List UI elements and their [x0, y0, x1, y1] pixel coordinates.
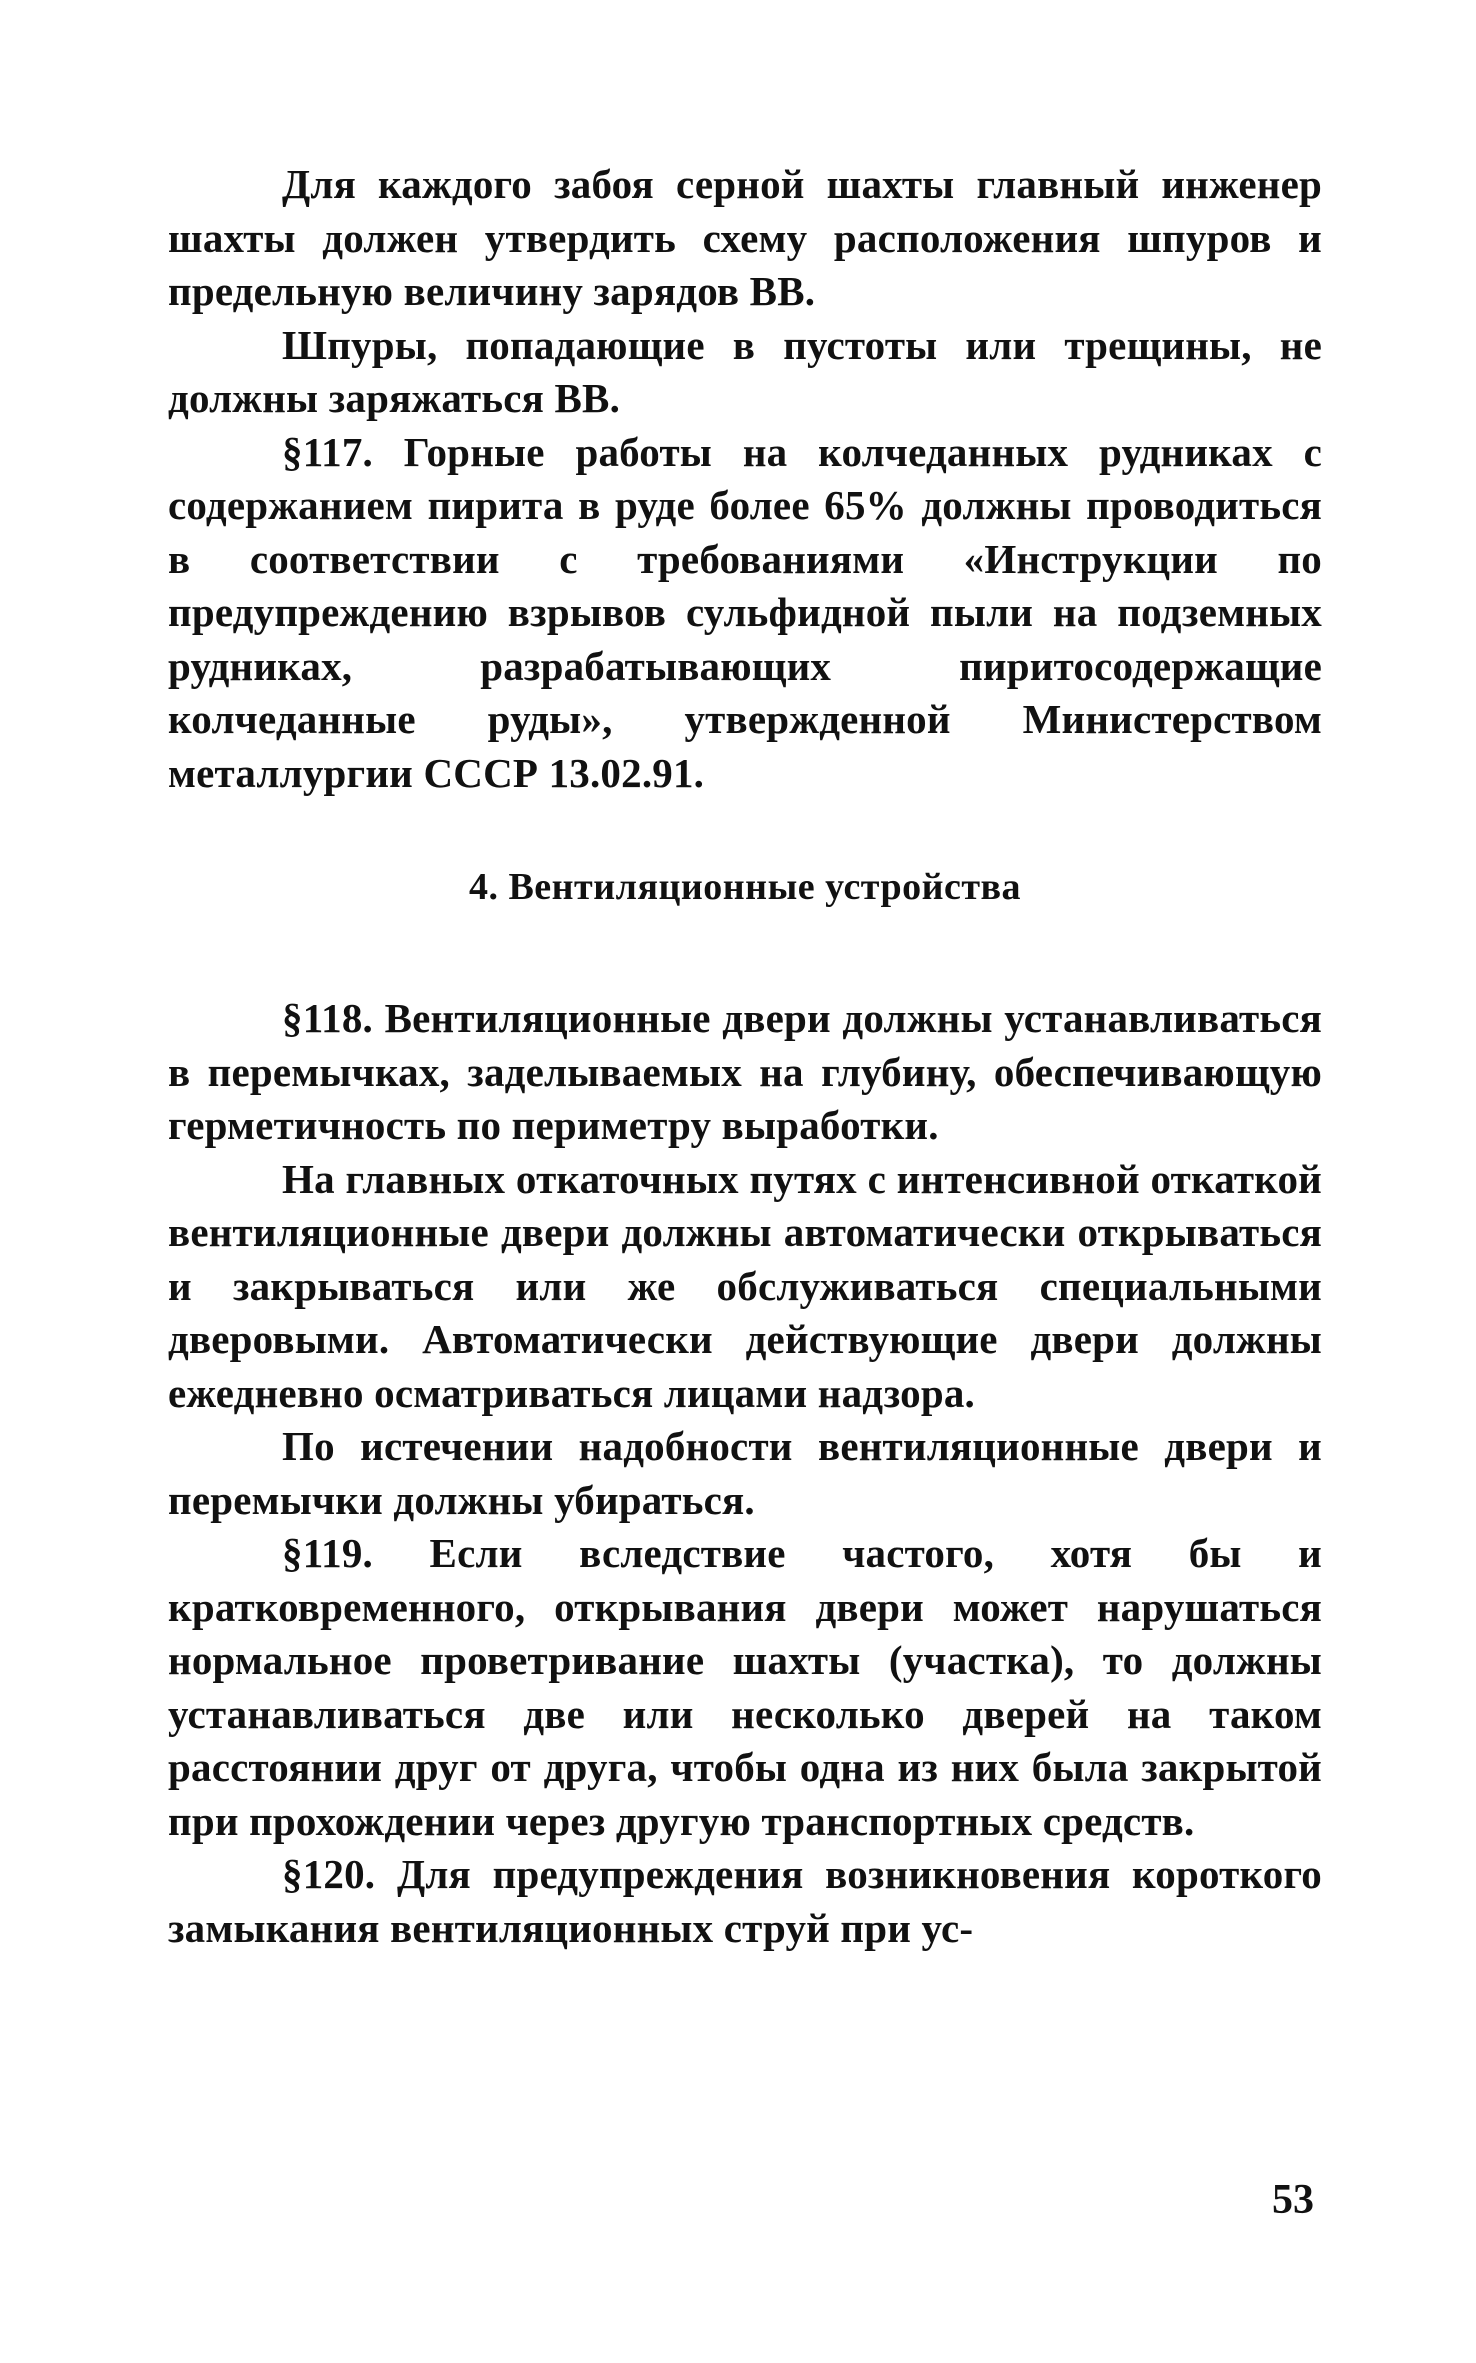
paragraph-blasthole-scheme: Для каждого забоя серной шахты главный инженер шахты должен утвердить схему расположения шпуров и предельную величину зарядов ВВ.	[168, 161, 1322, 314]
paragraph-section-120: §120. Для предупреждения возникновения короткого замыкания вентиляционных струй при ус-	[168, 1851, 1322, 1951]
paragraph-blasthole-voids: Шпуры, попадающие в пустоты или трещины, не должны заряжаться ВВ.	[168, 321, 1322, 421]
page-body	[168, 158, 1322, 1955]
paragraph-section-119: §119. Если вследствие частого, хотя бы и кратковременного, открывания двери может нарушаться нормальное проветривание шахты (участка), то должны устанавливаться две или несколько дверей на таком расстоянии друг от друга, чтобы одна из них была закрытой при прохождении через другую транспортных средств.	[168, 1530, 1322, 1844]
section-title: 4. Вентиляционные устройства	[468, 866, 1022, 908]
paragraph-main-haulage-doors: На главных откаточных путях с интенсивной откаткой вентиляционные двери должны автоматически открываться и закрываться или же обслуживаться специальными дверовыми. Автоматически действующие двери должны ежедневно осматриваться лицами надзора.	[168, 1155, 1322, 1416]
paragraph-doors-removal: По истечении надобности вентиляционные двери и перемычки должны убираться.	[168, 1423, 1322, 1523]
page-number: 53	[1272, 2177, 1314, 2223]
paragraph-section-117: §117. Горные работы на колчеданных рудниках с содержанием пирита в руде более 65% должны проводиться в соответствии с требованиями «Инструкции по предупреждению взрывов сульфидной пыли на подземных рудниках, разрабатывающих пиритосодержащие колчеданные руды», утвержденной Министерством металлургии СССР 13.02.91.	[168, 428, 1322, 796]
paragraph-section-118: §118. Вентиляционные двери должны устанавливаться в перемычках, заделываемых на глубину, обеспечивающую герметичность по периметру выработки.	[168, 995, 1322, 1148]
